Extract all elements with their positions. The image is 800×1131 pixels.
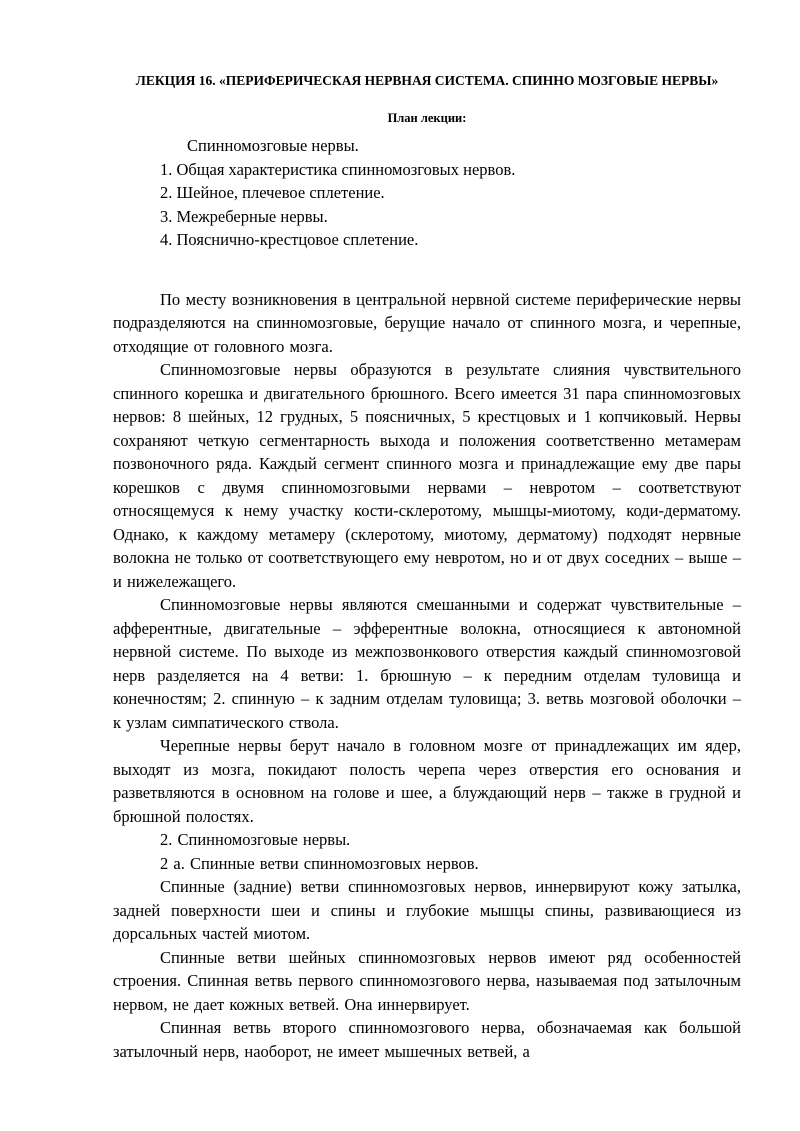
paragraph-5-heading: 2. Спинномозговые нервы. — [160, 830, 351, 849]
page-title: ЛЕКЦИЯ 16. «ПЕРИФЕРИЧЕСКАЯ НЕРВНАЯ СИСТЕМА. СПИННО МОЗГОВЫЕ НЕРВЫ» — [135, 73, 719, 88]
paragraph-6-heading: 2 а. Спинные ветви спинномозговых нервов. — [160, 853, 479, 873]
paragraph-8: Спинные ветви шейных спинномозговых нервов имеют ряд особенностей строения. Спинная ветвь первого спинномозгового нерва, называемая под затылочным нервом, не дает кожных ветвей. Она иннервирует. — [113, 947, 741, 1014]
paragraph-7: Спинные (задние) ветви спинномозговых нервов, иннервируют кожу затылка, задней поверхности шеи и спины и глубокие мышцы спины, развивающиеся из дорсальных частей миотом. — [113, 877, 741, 943]
plan-item-3: 3. Межреберные нервы. — [160, 206, 328, 226]
paragraph-1: По месту возникновения в центральной нервной системе периферические нервы подразделяются на спинномозговые, берущие начало от спинного мозга, и черепные, отходящие от головного мозга. — [113, 289, 741, 356]
plan-list — [113, 134, 741, 252]
body-text — [113, 288, 741, 1064]
plan-item-1: 1. Общая характеристика спинномозговых нервов. — [160, 159, 516, 179]
plan-item-intro: Спинномозговые нервы. — [187, 136, 359, 155]
paragraph-9: Спинная ветвь второго спинномозгового нерва, обозначаемая как большой затылочный нерв, наоборот, не имеет мышечных ветвей, а — [113, 1018, 741, 1061]
paragraph-3: Спинномозговые нервы являются смешанными и содержат чувствительные – афферентные, двигательные – эфферентные волокна, относящиеся к автономной нервной системе. По выходе из межпозвонкового отверстия каждый спинномозговой нерв разделяется на 4 ветви: 1. брюшную – к передним отделам туловища и конечностям; 2. спинную – к задним отделам туловища; 3. ветвь мозговой оболочки – к узлам симпатического ствола. — [113, 595, 741, 732]
plan-item-4: 4. Пояснично-крестцовое сплетение. — [160, 230, 419, 249]
plan-heading: План лекции: — [387, 111, 467, 125]
plan-item-2: 2. Шейное, плечевое сплетение. — [160, 183, 385, 202]
paragraph-4: Черепные нервы берут начало в головном мозге от принадлежащих им ядер, выходят из мозга, покидают полость черепа через отверстия его основания и разветвляются в основном на голове и шее, а блуждающий нерв – также в грудной и брюшной полостях. — [113, 736, 741, 826]
paragraph-2: Спинномозговые нервы образуются в результате слияния чувствительного спинного корешка и двигательного брюшного. Всего имеется 31 пара спинномозговых нервов: 8 шейных, 12 грудных, 5 поясничных, 5 крестцовых и 1 копчиковый. Нервы сохраняют четкую сегментарность выхода и положения соответственно метамерам позвоночного ряда. Каждый сегмент спинного мозга и принадлежащие ему две пары корешков с двумя спинномозговыми нервами – невротом – соответствуют относящемуся к нему участку кости-склеротому, мышцы-миотому, коди-дерматому. Однако, к каждому метамеру (склеротому, миотому, дерматому) подходят нервные волокна не только от соответствующего ему невротом, но и от двух соседних – выше – и нижележащего. — [113, 360, 741, 591]
